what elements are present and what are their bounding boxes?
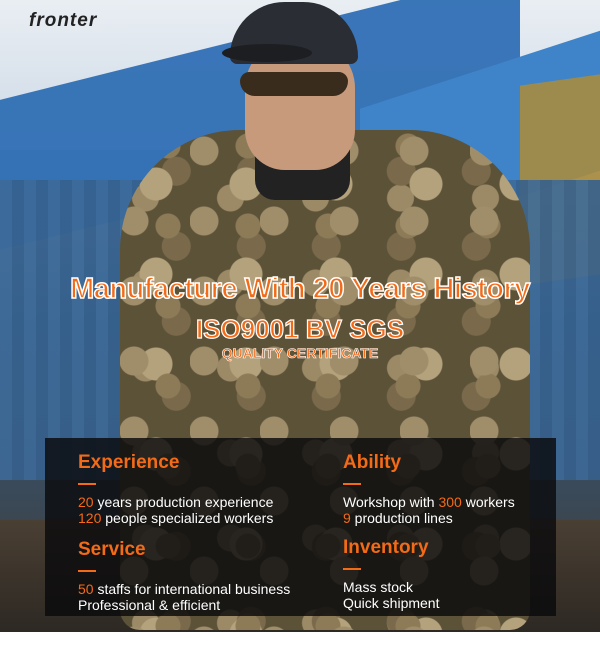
inventory-block <box>343 537 439 611</box>
experience-title: Experience <box>78 452 180 473</box>
service-block <box>78 539 290 613</box>
cap-brim <box>222 44 312 62</box>
divider <box>78 570 96 572</box>
inventory-title: Inventory <box>343 537 429 558</box>
ability-line-1 <box>343 494 515 510</box>
lines-number: 9 <box>343 510 351 526</box>
quality-certificate-label: QUALITY CERTIFICATE <box>221 345 379 361</box>
ability-block <box>343 452 515 526</box>
workers-text: people specialized workers <box>101 510 274 526</box>
workshop-suffix: workers <box>461 494 515 510</box>
lines-text: production lines <box>350 510 453 526</box>
divider <box>78 483 96 485</box>
years-text: years production experience <box>93 494 274 510</box>
inventory-line-1: Mass stock <box>343 579 414 595</box>
iso-certifications: ISO9001 BV SGS <box>195 314 405 344</box>
ability-title: Ability <box>343 452 402 473</box>
brand-logo: fronter <box>29 10 98 31</box>
service-line-1 <box>78 581 290 597</box>
staffs-number: 50 <box>78 581 94 597</box>
divider <box>343 483 361 485</box>
experience-line-2 <box>78 510 273 526</box>
service-title: Service <box>78 539 146 560</box>
workshop-text: Workshop with <box>343 494 439 510</box>
service-line-2: Professional & efficient <box>78 597 221 613</box>
workshop-number: 300 <box>438 494 462 510</box>
years-number: 20 <box>78 494 94 510</box>
inventory-line-2: Quick shipment <box>343 595 440 611</box>
feature-panel <box>45 438 556 616</box>
staffs-text: staffs for international business <box>93 581 291 597</box>
headline: Manufacture With 20 Years History <box>70 273 530 305</box>
workers-number: 120 <box>78 510 102 526</box>
ability-line-2 <box>343 510 515 526</box>
sunglasses <box>240 72 348 96</box>
divider <box>343 568 361 570</box>
experience-line-1 <box>78 494 273 510</box>
experience-block <box>78 452 273 526</box>
